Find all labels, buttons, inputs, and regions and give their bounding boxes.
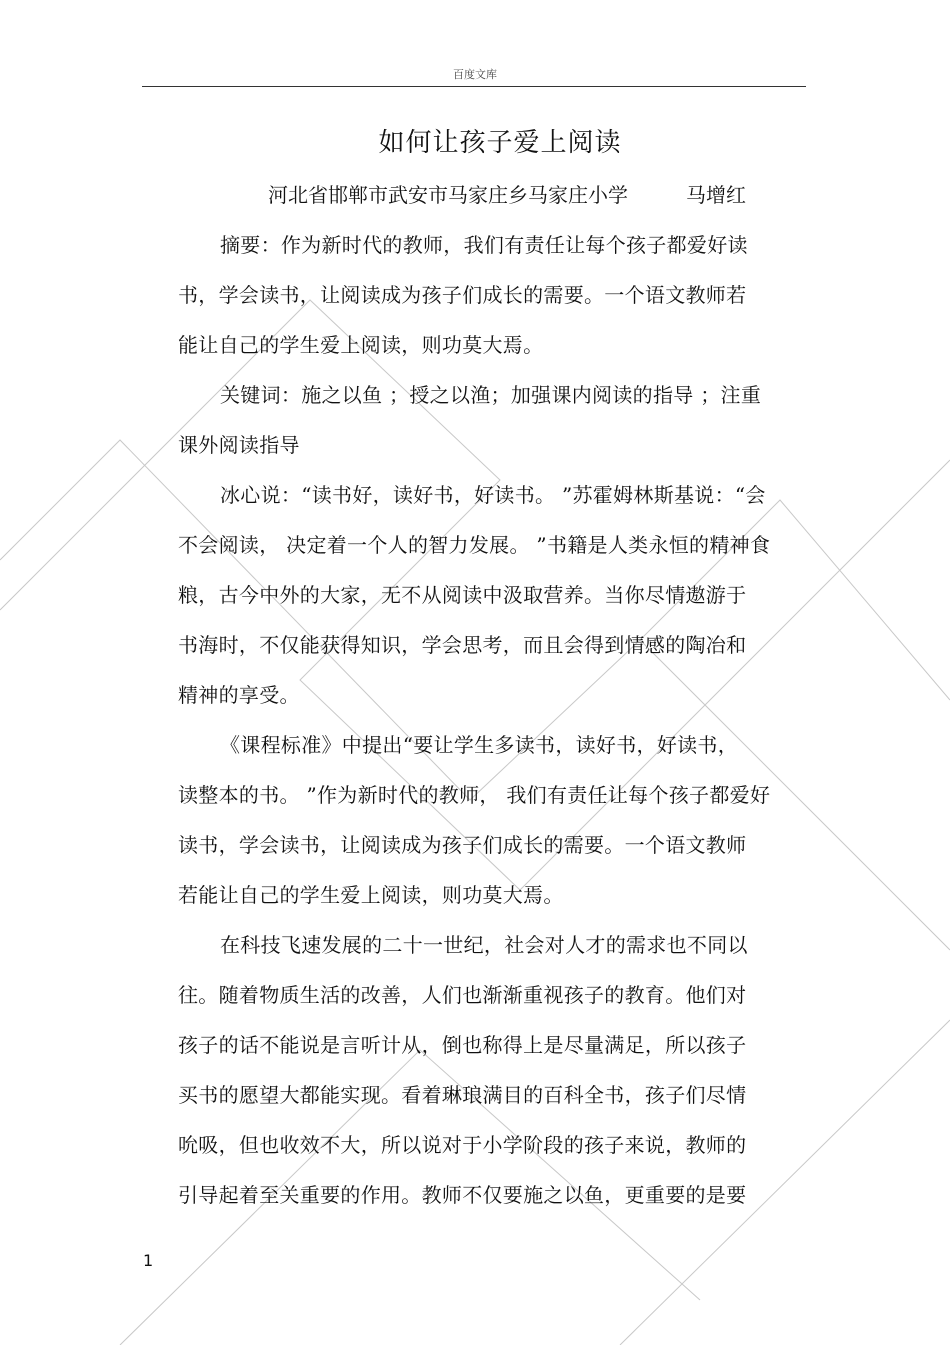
header-divider bbox=[142, 86, 806, 87]
body-line: 若能让自己的学生爱上阅读，则功莫大焉。 bbox=[178, 883, 564, 907]
body-line: 往。随着物质生活的改善，人们也渐渐重视孩子的教育。他们对 bbox=[178, 983, 747, 1007]
body-line: 书海时，不仅能获得知识，学会思考，而且会得到情感的陶冶和 bbox=[178, 633, 747, 657]
body-line: 不会阅读， 决定着一个人的智力发展。 ”书籍是人类永恒的精神食 bbox=[178, 533, 771, 557]
author-name: 马增红 bbox=[686, 183, 746, 207]
body-line: 粮，古今中外的大家，无不从阅读中汲取营养。当你尽情遨游于 bbox=[178, 583, 747, 607]
body-line: 精神的享受。 bbox=[178, 683, 300, 707]
author-line bbox=[268, 179, 746, 208]
body-line: 冰心说：“读书好，读好书，好读书。 ”苏霍姆林斯基说：“会 bbox=[220, 483, 766, 507]
abstract-line: 书，学会读书，让阅读成为孩子们成长的需要。一个语文教师若 bbox=[178, 283, 747, 307]
keywords-line: 关键词：施之以鱼 ；授之以渔；加强课内阅读的指导 ；注重 bbox=[220, 383, 762, 407]
body-line: 读书，学会读书，让阅读成为孩子们成长的需要。一个语文教师 bbox=[178, 833, 747, 857]
document-title: 如何让孩子爱上阅读 bbox=[378, 128, 622, 158]
keywords-line: 课外阅读指导 bbox=[178, 433, 300, 457]
body-line: 孩子的话不能说是言听计从，倒也称得上是尽量满足，所以孩子 bbox=[178, 1033, 747, 1057]
page-number: 1 bbox=[143, 1251, 154, 1270]
body-line: 读整本的书。 ”作为新时代的教师， 我们有责任让每个孩子都爱好 bbox=[178, 783, 771, 807]
author-affiliation: 河北省邯郸市武安市马家庄乡马家庄小学 bbox=[268, 183, 628, 207]
body-line: 在科技飞速发展的二十一世纪，社会对人才的需求也不同以 bbox=[220, 933, 748, 957]
body-line: 引导起着至关重要的作用。教师不仅要施之以鱼，更重要的是要 bbox=[178, 1183, 747, 1207]
body-line: 买书的愿望大都能实现。看着琳琅满目的百科全书，孩子们尽情 bbox=[178, 1083, 747, 1107]
header-title: 百度文库 bbox=[453, 68, 497, 81]
body-line: 吮吸，但也收效不大，所以说对于小学阶段的孩子来说，教师的 bbox=[178, 1133, 747, 1157]
body-line: 《课程标准》中提出“要让学生多读书，读好书，好读书， bbox=[220, 733, 739, 757]
abstract-line: 摘要：作为新时代的教师，我们有责任让每个孩子都爱好读 bbox=[220, 233, 748, 257]
abstract-line: 能让自己的学生爱上阅读，则功莫大焉。 bbox=[178, 333, 544, 357]
